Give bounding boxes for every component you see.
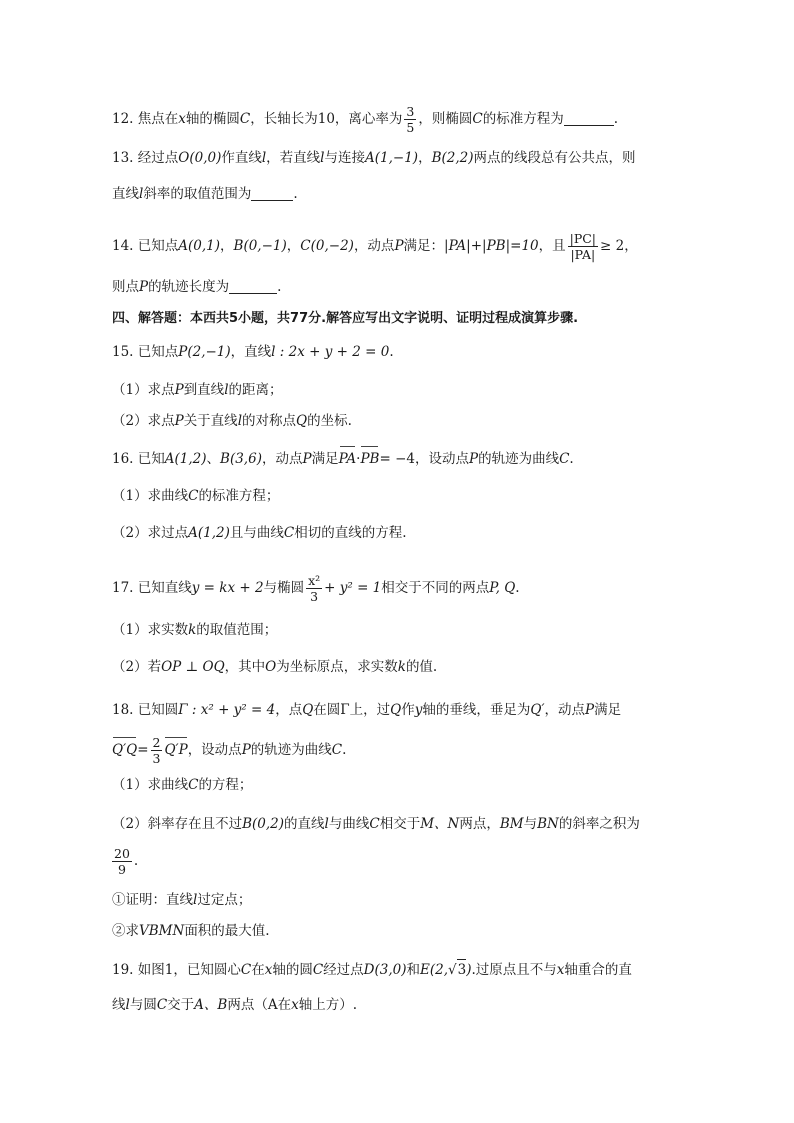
text-q18-line2-b: ，设动点: [187, 742, 242, 758]
question-18-part-1: [112, 775, 694, 795]
text-q18-circ1: ①: [112, 892, 126, 908]
text-q15-sub2-b: 关于直线: [183, 413, 238, 429]
text-q18-prod-end: .: [133, 853, 139, 869]
text-q17-line-eq: y = kx + 2: [191, 580, 264, 596]
text-q18-circle: Γ : x² + y² = 4: [178, 702, 276, 718]
text-q13-point-a: A(1,−1): [365, 150, 419, 166]
text-q13-point-b: B(2,2): [431, 150, 474, 166]
question-17-part-2: [112, 657, 694, 677]
text-q16-sub2-b: 且与曲线: [229, 525, 284, 541]
text-q19-var-x2: x: [556, 962, 565, 978]
text-q15-sub2-d: 的坐标.: [307, 413, 352, 429]
text-q18-circ2: ②: [112, 923, 126, 939]
text-q14-sep1: ，: [220, 238, 234, 254]
text-q17-sub1-a: （1）求实数: [112, 622, 189, 638]
text-q18-frac-num: 2: [152, 735, 161, 750]
text-q17-line1-a: 17. 已知直线: [112, 580, 192, 596]
text-q18-sub2-d: 相交于: [379, 816, 421, 832]
text-q16-point-b: B(3,6): [220, 451, 262, 467]
text-q19-point-e-a: E(2,: [420, 962, 449, 978]
question-14-line-2: [112, 277, 694, 297]
text-q18-line1-g: ，动点: [544, 702, 586, 718]
question-15: [112, 342, 694, 362]
text-q15-line-eq: l : 2x + y + 2 = 0: [271, 344, 390, 360]
text-q16-var-c: C: [559, 451, 570, 467]
text-q16-sep: 、: [206, 451, 221, 467]
text-q14-frac-den: |PA|: [570, 247, 596, 262]
text-q14-var-p2: P: [139, 279, 149, 295]
text-q12-text-d: ，离心率为: [334, 111, 403, 127]
text-q12-var-c: C: [239, 111, 251, 127]
text-q19-line2-c: 交于: [167, 997, 195, 1013]
text-q18-bm: BM: [499, 816, 524, 832]
text-q18-sub2-f: 与: [523, 816, 538, 832]
text-q18-item2-b: 面积的最大值.: [184, 923, 270, 939]
text-q16-point-a2: A(1,2): [188, 525, 230, 541]
text-q18-item1-a: 证明：直线: [125, 892, 193, 908]
text-q19-var-x3: x: [291, 997, 299, 1013]
text-q14-var-p: P: [394, 238, 404, 254]
text-q18-frac-den: 3: [152, 751, 161, 766]
text-q19-point-e-b: ): [466, 962, 472, 978]
text-q17-line1-c: 相交于不同的两点: [381, 580, 490, 596]
text-q15-var-l: l: [224, 382, 229, 398]
slope-product-fraction: [112, 846, 132, 877]
text-q17-text-end: .: [515, 580, 520, 596]
text-q18-prod-den: 9: [117, 862, 126, 877]
question-17: [112, 573, 694, 604]
text-q16-line1-d: ，设动点: [414, 451, 469, 467]
text-q16-var-p: P: [302, 451, 312, 467]
question-18-part-2: [112, 814, 694, 834]
question-16: [112, 449, 694, 469]
text-q14-sep2: ，: [286, 238, 301, 254]
text-q19-var-ab: A、B: [194, 997, 228, 1013]
text-q13-line1-c: ，若直线: [266, 150, 321, 166]
question-15-part-2: [112, 411, 694, 431]
text-q17-var-k2: k: [397, 659, 406, 675]
text-q14-line1-e: ，: [624, 238, 638, 254]
text-q14-line2-a: 则点: [112, 279, 139, 295]
text-q16-var-c3: C: [283, 525, 295, 541]
text-q19-var-c: C: [240, 962, 252, 978]
text-q18-var-l2: l: [193, 892, 198, 908]
text-q14-line1-a: 14. 已知点: [112, 238, 179, 254]
text-q14-line1-d: ，且: [538, 238, 566, 254]
text-q17-sub2-c: 为坐标原点，求实数: [276, 659, 398, 675]
question-19-line-1: [112, 959, 694, 980]
text-q19-line1-e: 和: [406, 962, 420, 978]
question-18-item-2: [112, 921, 694, 941]
text-q13-line1-a: 13. 经过点: [112, 150, 179, 166]
question-13-line-1: [112, 148, 694, 168]
text-q13-var-l3: l: [139, 186, 144, 202]
text-q18-var-p2: P: [241, 742, 251, 758]
text-q14-frac-num: |PC|: [569, 231, 597, 246]
text-q18-var-l: l: [324, 816, 329, 832]
text-q18-line1-b: ，点: [275, 702, 303, 718]
text-q19-line1-f: .过原点且不与: [471, 962, 557, 978]
text-q14-point-b: B(0,−1): [233, 238, 287, 254]
text-q17-points: P, Q: [489, 580, 516, 596]
text-q14-cond2: ≥ 2: [600, 238, 625, 254]
text-q12-text-c: ，长轴长为: [250, 111, 318, 127]
text-q13-text-end: .: [293, 186, 298, 202]
text-q18-sub2-b: 的直线: [284, 816, 325, 832]
text-q16-sub2-c: 相切的直线的方程.: [294, 525, 407, 541]
text-q12-var-c2: C: [472, 111, 483, 127]
answer-blank[interactable]: [564, 111, 614, 126]
text-q16-line1-a: 16. 已知: [112, 451, 165, 467]
two-thirds-fraction: [151, 735, 163, 766]
text-q15-var-p2: P: [174, 413, 184, 429]
text-q12-ecc-num: 3: [406, 104, 415, 119]
text-q13-point-o: O(0,0): [178, 150, 222, 166]
text-q16-line1-c: 满足: [311, 451, 339, 467]
text-q18-item1-b: 过定点；: [197, 892, 252, 908]
question-15-part-1: [112, 380, 694, 400]
text-q18-eq: =: [137, 742, 149, 758]
text-q16-dot: ·: [356, 451, 361, 467]
question-18-item-1: [112, 890, 694, 910]
text-q15-sub2-c: 的对称点: [242, 413, 297, 429]
text-q14-text-end: .: [277, 279, 282, 295]
text-q17-ell-num: x²: [308, 573, 321, 588]
text-q15-sub2-a: （2）求点: [112, 413, 175, 429]
text-q15-sub1-b: 到直线: [183, 382, 225, 398]
text-q17-sub2-b: ，其中: [224, 659, 266, 675]
text-q15-line1-b: ，直线: [230, 344, 272, 360]
text-q15-sub1-a: （1）求点: [112, 382, 175, 398]
text-q17-ell-den: 3: [310, 589, 319, 604]
text-q19-line1-d: 经过点: [323, 962, 364, 978]
text-q19-point-e-sqrt: √: [448, 962, 457, 978]
vector-pa: PA: [338, 451, 357, 467]
text-q17-perp: OP ⊥ OQ: [161, 659, 225, 675]
text-q18-var-q: Q: [302, 702, 314, 718]
text-q15-var-l2: l: [237, 413, 243, 429]
text-q15-var-q: Q: [296, 413, 308, 429]
text-q12-text-b: 轴的椭圆: [185, 111, 240, 127]
text-q18-sub1-a: （1）求曲线: [112, 777, 189, 793]
text-q18-var-y: y: [414, 702, 423, 718]
text-q12-text-f: 的标准方程为: [482, 111, 564, 127]
text-q16-text-end: .: [569, 451, 574, 467]
text-q18-line1-h: 满足: [594, 702, 622, 718]
text-q18-var-qp: Q′: [530, 702, 545, 718]
text-q18-line2-c: 的轨迹为曲线: [250, 742, 332, 758]
text-q18-var-mn: M、N: [420, 816, 460, 832]
text-q15-point-p: P(2,−1): [178, 344, 231, 360]
question-16-part-1: [112, 486, 694, 506]
text-q18-var-c: C: [331, 742, 343, 758]
text-q14-line1-c: 满足：: [403, 238, 445, 254]
text-q14-line2-b: 的轨迹长度为: [148, 279, 230, 295]
text-q18-sub2-e: 两点，: [459, 816, 500, 832]
text-q16-sub2-a: （2）求过点: [112, 525, 189, 541]
text-q16-line1-b: ，动点: [261, 451, 303, 467]
text-q13-line1-d: 与连接: [324, 150, 365, 166]
text-q18-var-p: P: [585, 702, 595, 718]
text-q12-major-axis: 10: [317, 111, 335, 127]
text-q17-sub2-a: （2）若: [112, 659, 162, 675]
text-q16-point-a: A(1,2): [164, 451, 207, 467]
text-q18-sub1-b: 的方程；: [198, 777, 253, 793]
question-18-line-1: [112, 700, 694, 720]
text-q18-sub2-c: 与曲线: [328, 816, 370, 832]
text-q15-sub1-c: 的距离；: [228, 382, 283, 398]
text-q18-line1-e: 作: [401, 702, 415, 718]
text-q13-var-l2: l: [320, 150, 325, 166]
text-q16-line1-e: 的轨迹为曲线: [478, 451, 560, 467]
text-q17-sub1-b: 的取值范围；: [196, 622, 278, 638]
text-q18-item2-a: 求: [125, 923, 139, 939]
text-q18-line1-f: 轴的垂线，垂足为: [422, 702, 531, 718]
text-q18-line1-a: 18. 已知圆: [112, 702, 179, 718]
question-17-part-1: [112, 620, 694, 640]
text-q13-line2-a: 直线: [112, 186, 139, 202]
text-q19-var-c2: C: [312, 962, 324, 978]
question-18-slope-product: [112, 846, 694, 877]
text-q19-line2-d: 两点（A在: [227, 997, 292, 1013]
text-q19-line1-g: 轴重合的直: [564, 962, 632, 978]
question-12: [112, 104, 694, 135]
answer-blank[interactable]: [229, 279, 277, 294]
section-heading: 四、解答题：本西共5小题，共77分.解答应写出文字说明、证明过程成演算步骤.: [112, 311, 579, 326]
text-q18-text-end: .: [342, 742, 347, 758]
eccentricity-fraction: [404, 104, 416, 135]
text-q19-var-l: l: [125, 997, 130, 1013]
text-q18-var-c2: C: [188, 777, 199, 793]
question-14-line-1: [112, 231, 694, 262]
text-q14-line1-b: ，动点: [353, 238, 395, 254]
text-q18-bn: BN: [537, 816, 559, 832]
text-q16-var-p2: P: [468, 451, 479, 467]
text-q18-prod-num: 20: [114, 846, 130, 861]
text-q18-var-q2: Q: [390, 702, 402, 718]
text-q17-sub2-d: 的值.: [405, 659, 438, 675]
text-q18-sub2-a: （2）斜率存在且不过: [112, 816, 243, 832]
ellipse-fraction: [306, 573, 322, 604]
text-q19-line1-b: 在: [251, 962, 265, 978]
text-q14-cond1: |PA|+|PB|=10: [444, 238, 539, 254]
vector-qq: Q′Q: [112, 742, 138, 758]
text-q14-point-a: A(0,1): [178, 238, 221, 254]
text-q16-sub1-a: （1）求曲线: [112, 488, 189, 504]
text-q18-sub2-g: 的斜率之积为: [558, 816, 640, 832]
text-q19-line2-e: 轴上方）.: [298, 997, 358, 1013]
text-q15-line1-a: 15. 已知点: [112, 344, 179, 360]
text-q12-text-end: .: [613, 111, 619, 127]
text-q16-dot-val: = −4: [379, 451, 415, 467]
text-q16-var-c2: C: [188, 488, 199, 504]
text-q18-line1-c: 在圆: [313, 702, 341, 718]
text-q13-line2-b: 斜率的取值范围为: [143, 186, 252, 202]
text-q12-text-a: 12. 焦点在: [112, 111, 179, 127]
text-q18-line1-d: 上，过: [349, 702, 391, 718]
text-q15-var-p: P: [174, 382, 184, 398]
text-q17-var-k: k: [188, 622, 197, 638]
question-18-line-2: [112, 735, 694, 766]
question-13-line-2: [112, 184, 694, 204]
text-q18-point-b: B(0,2): [242, 816, 285, 832]
text-q15-text-end: .: [389, 344, 394, 360]
text-q19-line2-a: 线: [112, 997, 126, 1013]
text-q18-var-gamma: Γ: [340, 702, 350, 718]
text-q13-sep: ，: [418, 150, 432, 166]
answer-blank[interactable]: [251, 186, 293, 201]
vector-pb: PB: [360, 451, 380, 467]
text-q14-point-c: C(0,−2): [300, 238, 354, 254]
text-q13-line1-b: 作直线: [221, 150, 262, 166]
text-q19-point-e-rad: 3: [457, 959, 467, 980]
text-q16-sub1-b: 的标准方程；: [198, 488, 280, 504]
text-q12-ecc-den: 5: [406, 120, 415, 135]
text-q19-line1-a: 19. 如图1，已知圆心: [112, 962, 241, 978]
ratio-fraction: [568, 231, 598, 262]
text-q13-var-l: l: [261, 150, 267, 166]
text-q19-line2-b: 与圆: [129, 997, 157, 1013]
question-19-line-2: [112, 995, 694, 1015]
text-q17-var-o: O: [265, 659, 277, 675]
text-q17-ell-rest: + y² = 1: [324, 580, 382, 596]
vector-qp: Q′P: [164, 742, 188, 758]
text-q19-point-d: D(3,0): [363, 962, 407, 978]
text-q19-var-x: x: [264, 962, 273, 978]
text-q12-var-x: x: [178, 111, 186, 127]
text-q18-tri: VBMN: [139, 923, 185, 939]
text-q17-line1-b: 与椭圆: [263, 580, 305, 596]
text-q12-text-e: ，则椭圆: [418, 111, 473, 127]
question-16-part-2: [112, 523, 694, 543]
text-q13-line1-e: 两点的线段总有公共点，则: [473, 150, 636, 166]
text-q18-var-c3: C: [369, 816, 380, 832]
text-q19-line1-c: 轴的圆: [272, 962, 313, 978]
text-q19-var-c3: C: [156, 997, 168, 1013]
